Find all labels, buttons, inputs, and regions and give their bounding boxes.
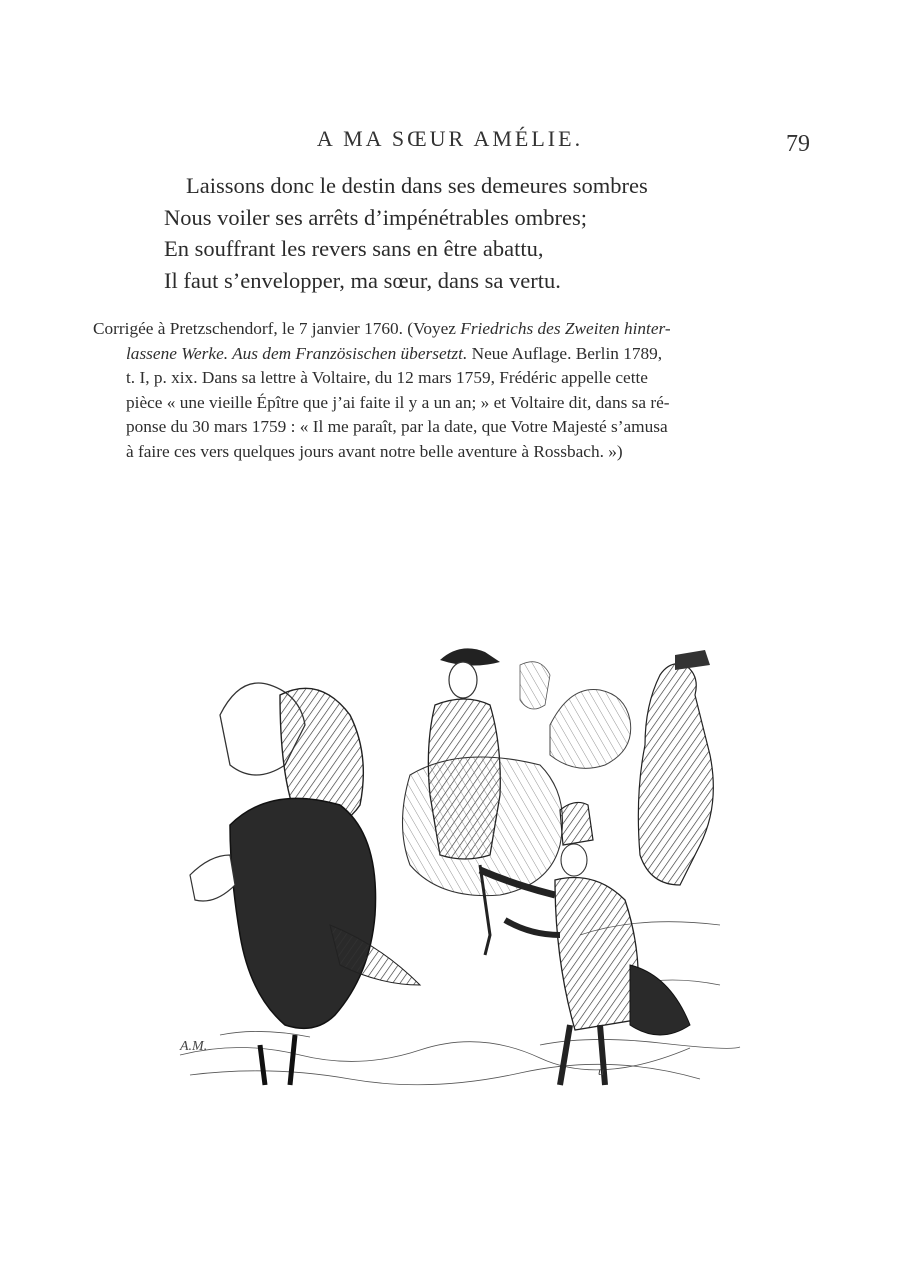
note-text: Corrigée à Pretzschendorf, le 7 janvier 1760. (Voyez <box>93 319 461 338</box>
note-line: à faire ces vers quelques jours avant notre belle aventure à Rossbach. ») <box>126 441 623 461</box>
running-head <box>0 126 900 158</box>
poem-stanza <box>164 170 784 296</box>
note-text: Neue Auflage. Berlin 1789, <box>467 343 663 363</box>
note-line <box>126 342 811 367</box>
note-book-title: lassene Werke. Aus dem Französischen übersetzt. <box>126 343 468 363</box>
artist-monogram: A.M. <box>180 1039 208 1054</box>
editorial-note <box>93 317 811 465</box>
note-line <box>93 317 811 342</box>
note-book-title: Friedrichs des Zweiten hinter- <box>460 319 671 338</box>
poem-line: Laissons donc le destin dans ses demeures sombres <box>186 173 648 198</box>
poem-line: En souffrant les revers sans en être abattu, <box>164 236 544 261</box>
poem-line: Il faut s’envelopper, ma sœur, dans sa vertu. <box>164 267 561 293</box>
poem-line: Nous voiler ses arrêts d’impénétrables ombres; <box>164 204 588 230</box>
note-line: t. I, p. xix. Dans sa lettre à Voltaire, du 12 mars 1759, Frédéric appelle cette <box>126 368 648 388</box>
left-horse-rider <box>190 683 420 1085</box>
engraving-svg <box>160 635 750 1095</box>
page-number: 79 <box>786 131 810 157</box>
running-title: A MA SŒUR AMÉLIE. <box>316 126 584 151</box>
engraver-mark: u <box>598 1064 604 1078</box>
note-line: pièce « une vieille Épître que j’ai faite il y a un an; » et Voltaire dit, dans sa ré- <box>126 392 670 412</box>
note-line: ponse du 30 mars 1759 : « Il me paraît, par la date, que Votre Majesté s’amusa <box>126 417 668 437</box>
engraving-riders-illustration <box>160 635 750 1095</box>
